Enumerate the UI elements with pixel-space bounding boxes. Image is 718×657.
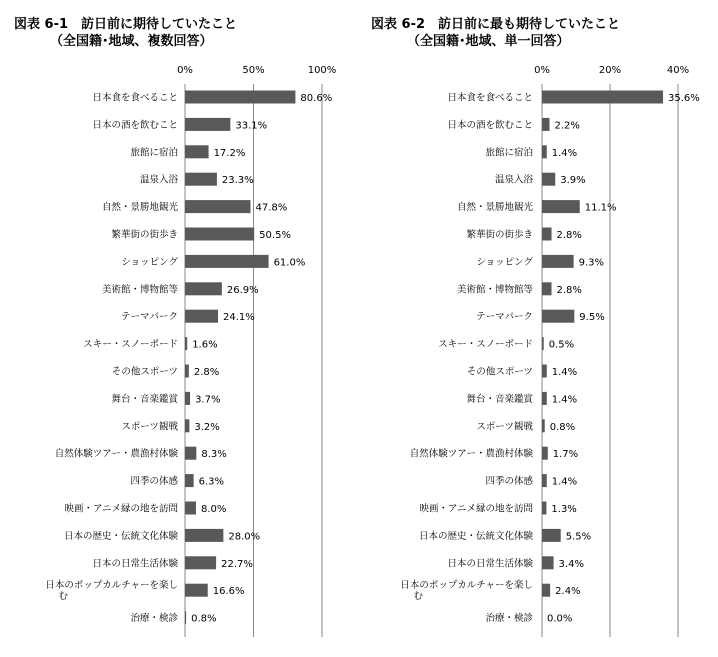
bar bbox=[542, 282, 552, 295]
category-label: 日本食を食べること bbox=[92, 92, 178, 104]
value-label: 61.0% bbox=[273, 257, 306, 269]
bar bbox=[542, 502, 546, 515]
bar bbox=[542, 118, 549, 131]
category-label: 温泉入浴 bbox=[139, 174, 178, 186]
category-label: 旅館に宿泊 bbox=[130, 147, 178, 159]
category-label: スポーツ観戦 bbox=[121, 421, 178, 433]
bar bbox=[542, 365, 547, 378]
category-label: 自然・景勝地観光 bbox=[456, 202, 533, 214]
bar bbox=[542, 145, 547, 158]
bar bbox=[185, 584, 208, 597]
value-label: 1.6% bbox=[192, 339, 218, 351]
value-label: 1.3% bbox=[551, 504, 577, 515]
chart-title-line1: 図表 6-1 訪日前に期待していたこと bbox=[14, 17, 238, 32]
value-label: 35.6% bbox=[668, 93, 700, 104]
value-label: 50.5% bbox=[259, 230, 291, 241]
bar bbox=[542, 419, 545, 432]
category-label: 治療・検診 bbox=[485, 613, 533, 625]
bar bbox=[542, 529, 561, 542]
category-label: 美術館・博物館等 bbox=[456, 284, 533, 296]
bar bbox=[542, 556, 554, 569]
category-label: 日本のポップカルチャーを楽しむ bbox=[45, 580, 178, 603]
bar bbox=[185, 145, 209, 158]
value-label: 1.4% bbox=[551, 394, 578, 406]
category-label: 美術館・博物館等 bbox=[101, 284, 178, 296]
bar bbox=[542, 584, 550, 597]
value-label: 3.2% bbox=[194, 421, 220, 433]
value-label: 0.0% bbox=[547, 613, 573, 625]
category-label: 四季の体感 bbox=[485, 476, 533, 488]
bar bbox=[185, 611, 186, 624]
bar bbox=[185, 556, 216, 569]
category-label: テーマパーク bbox=[476, 311, 533, 323]
value-label: 11.1% bbox=[584, 202, 617, 214]
bar bbox=[185, 419, 189, 432]
category-label: スポーツ観戦 bbox=[476, 421, 533, 433]
category-label: 日本の酒を飲むこと bbox=[447, 119, 533, 131]
bar bbox=[185, 200, 250, 213]
value-label: 80.6% bbox=[300, 93, 333, 104]
value-label: 28.0% bbox=[228, 531, 261, 543]
category-label: 舞台・音楽鑑賞 bbox=[466, 393, 533, 405]
category-label: その他スポーツ bbox=[466, 366, 533, 378]
category-label: 映画・アニメ縁の地を訪問 bbox=[419, 503, 533, 515]
category-label: 日本の歴史・伝統文化体験 bbox=[63, 530, 178, 542]
bar bbox=[542, 200, 580, 213]
value-label: 0.8% bbox=[191, 613, 217, 625]
value-label: 9.3% bbox=[578, 257, 605, 269]
bar bbox=[185, 502, 196, 515]
category-label: 舞台・音楽鑑賞 bbox=[111, 393, 178, 405]
category-label: 自然・景勝地観光 bbox=[101, 202, 178, 214]
value-label: 22.7% bbox=[221, 558, 253, 570]
value-label: 1.4% bbox=[551, 367, 578, 378]
bar bbox=[542, 255, 574, 268]
category-label: 自然体験ツアー・農漁村体験 bbox=[409, 448, 533, 460]
category-label: 日本食を食べること bbox=[447, 92, 533, 104]
value-label: 23.3% bbox=[221, 175, 254, 187]
value-label: 8.3% bbox=[201, 449, 227, 461]
bar bbox=[185, 91, 295, 104]
value-label: 33.1% bbox=[235, 120, 268, 132]
category-label: スキー・スノーボード bbox=[83, 339, 178, 351]
value-label: 0.5% bbox=[548, 339, 575, 351]
chart-title-line2: （全国籍･地域、単一回答） bbox=[407, 34, 570, 49]
category-label: ショッピング bbox=[121, 256, 178, 268]
bar bbox=[185, 365, 189, 378]
bar bbox=[542, 392, 547, 405]
chart-title-line1: 図表 6-2 訪日前に最も期待していたこと bbox=[371, 17, 621, 32]
bar bbox=[542, 474, 547, 487]
value-label: 3.9% bbox=[560, 175, 586, 187]
category-label: 旅館に宿泊 bbox=[485, 147, 533, 159]
value-label: 2.2% bbox=[554, 120, 580, 132]
bar bbox=[185, 282, 222, 295]
x-tick-label: 20% bbox=[598, 65, 622, 76]
value-label: 1.4% bbox=[551, 147, 578, 159]
chart-title-line2: （全国籍･地域、複数回答） bbox=[50, 34, 213, 49]
value-label: 9.5% bbox=[579, 312, 605, 324]
bar bbox=[185, 392, 190, 405]
category-label: 四季の体感 bbox=[130, 476, 178, 488]
bar bbox=[185, 337, 187, 350]
category-label: 日本の歴史・伝統文化体験 bbox=[418, 530, 533, 542]
bar bbox=[185, 529, 223, 542]
value-label: 6.3% bbox=[198, 476, 225, 488]
x-tick-label: 0% bbox=[177, 65, 193, 76]
category-label: 自然体験ツアー・農漁村体験 bbox=[54, 448, 178, 460]
category-label: テーマパーク bbox=[121, 311, 178, 323]
value-label: 2.8% bbox=[193, 367, 220, 378]
bar bbox=[185, 118, 230, 131]
value-label: 1.7% bbox=[552, 449, 579, 461]
x-tick-label: 50% bbox=[242, 65, 265, 76]
category-label: 日本のポップカルチャーを楽しむ bbox=[400, 580, 533, 603]
category-label: ショッピング bbox=[476, 256, 533, 268]
bar bbox=[185, 447, 196, 460]
category-label: 繁華街の街歩き bbox=[111, 229, 178, 241]
value-label: 26.9% bbox=[226, 284, 259, 296]
bar bbox=[542, 228, 552, 241]
bar bbox=[185, 474, 194, 487]
value-label: 2.8% bbox=[556, 284, 582, 296]
category-label: 繁華街の街歩き bbox=[466, 229, 533, 241]
category-label: スキー・スノーボード bbox=[438, 339, 533, 351]
value-label: 2.8% bbox=[556, 230, 582, 241]
value-label: 8.0% bbox=[200, 504, 227, 515]
x-tick-label: 100% bbox=[307, 65, 337, 76]
bar bbox=[185, 310, 218, 323]
value-label: 1.4% bbox=[551, 476, 578, 488]
value-label: 3.4% bbox=[558, 558, 584, 570]
value-label: 16.6% bbox=[212, 586, 245, 598]
bar bbox=[542, 310, 574, 323]
category-label: 治療・検診 bbox=[130, 613, 178, 625]
category-label: 日本の日常生活体験 bbox=[92, 558, 178, 570]
value-label: 3.7% bbox=[195, 394, 221, 406]
category-label: 日本の酒を飲むこと bbox=[92, 119, 178, 131]
value-label: 17.2% bbox=[213, 147, 246, 159]
value-label: 47.8% bbox=[255, 202, 288, 214]
x-tick-label: 0% bbox=[534, 65, 550, 76]
bar bbox=[542, 91, 663, 104]
category-label: 映画・アニメ縁の地を訪問 bbox=[64, 503, 178, 515]
category-label: 日本の日常生活体験 bbox=[447, 558, 533, 570]
category-label: その他スポーツ bbox=[111, 366, 178, 378]
bar bbox=[542, 447, 548, 460]
value-label: 2.4% bbox=[555, 586, 581, 598]
value-label: 5.5% bbox=[565, 531, 592, 543]
chart-1 bbox=[45, 65, 336, 637]
chart-2 bbox=[400, 65, 699, 637]
bar bbox=[542, 173, 555, 186]
bar bbox=[185, 255, 269, 268]
bar bbox=[185, 228, 254, 241]
value-label: 24.1% bbox=[223, 312, 255, 324]
category-label: 温泉入浴 bbox=[494, 174, 533, 186]
value-label: 0.8% bbox=[549, 421, 576, 433]
bar bbox=[185, 173, 217, 186]
x-tick-label: 40% bbox=[666, 65, 690, 76]
bar bbox=[542, 337, 544, 350]
